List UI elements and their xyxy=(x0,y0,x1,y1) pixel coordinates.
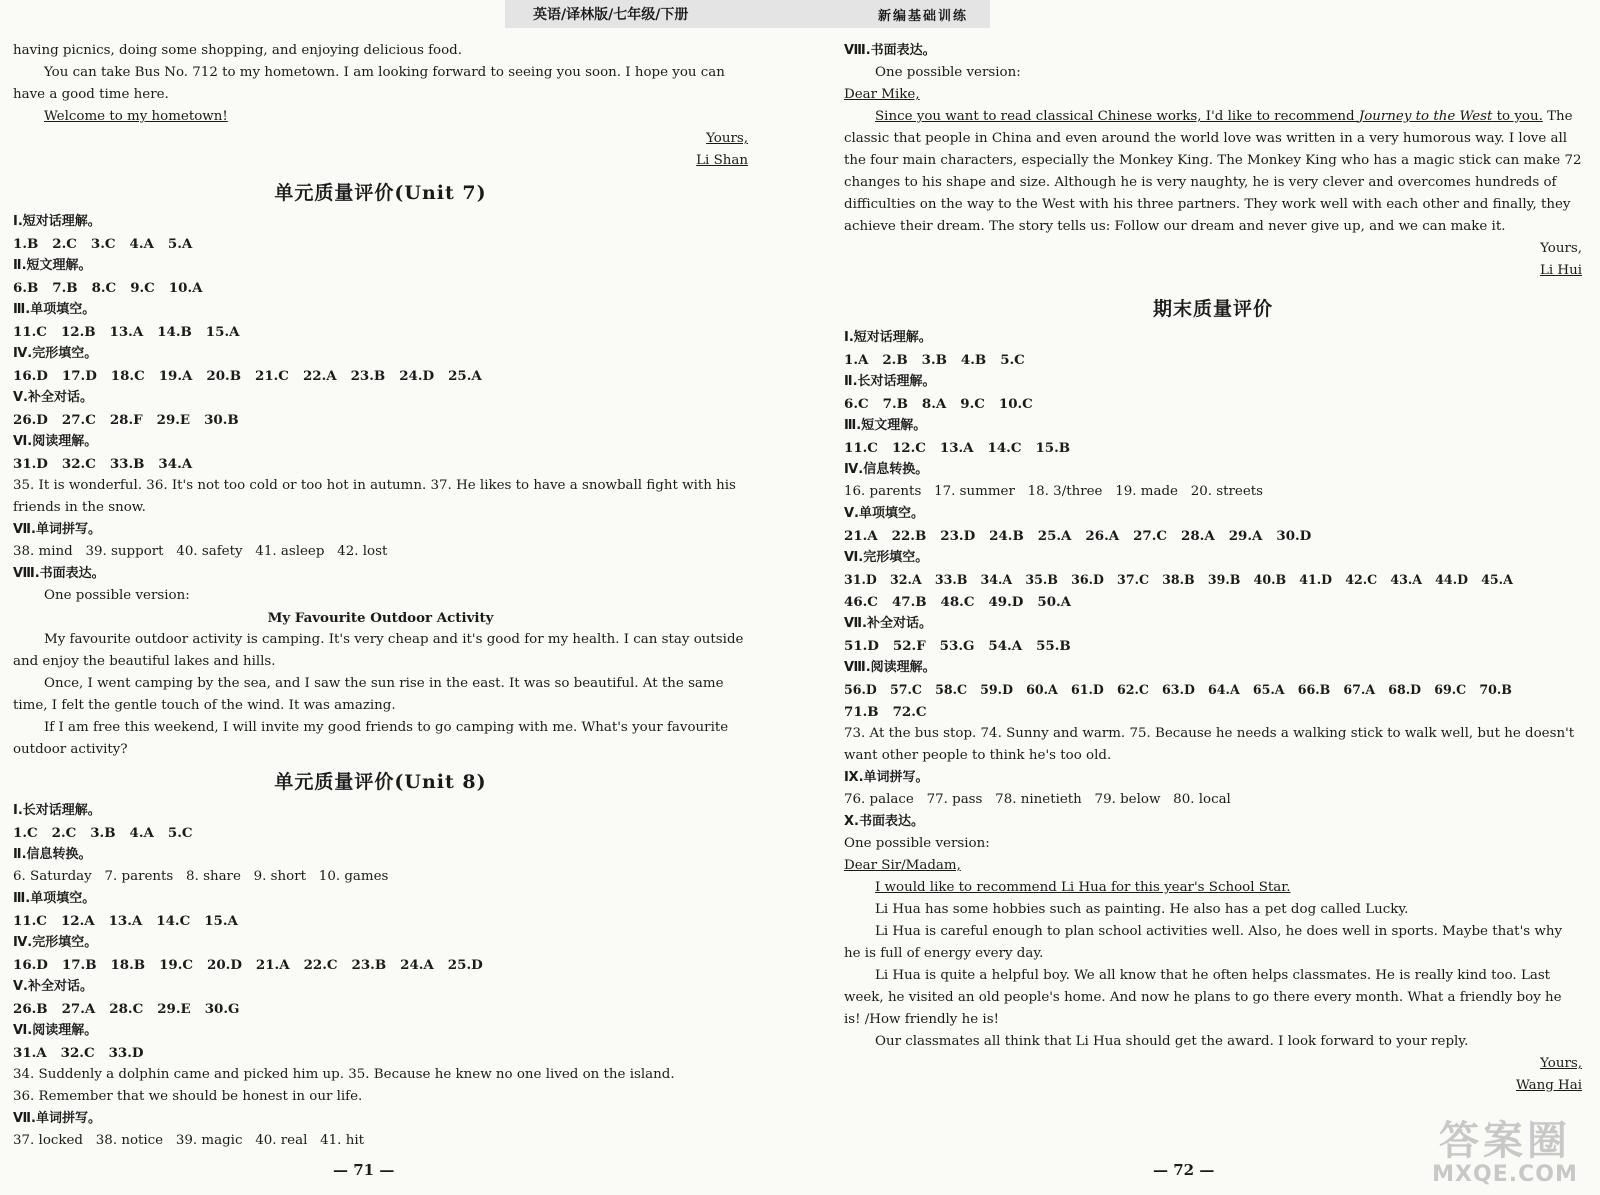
intro-para: You can take Bus No. 712 to my hometown. I am looking forward to seeing you soon. I hope you can have a good time here. xyxy=(13,65,725,102)
section-heading: Ⅵ.阅读理解。 xyxy=(13,1023,98,1038)
section-heading: Ⅵ.阅读理解。 xyxy=(13,434,98,449)
answer-line: 26.B 27.A 28.C 29.E 30.G xyxy=(13,1001,240,1017)
watermark-url: MXQE.COM xyxy=(1432,1162,1578,1187)
letter-greeting: Dear Sir/Madam, xyxy=(844,858,961,873)
answer-line: 76. palace 77. pass 78. ninetieth 79. below 80. local xyxy=(844,792,1231,807)
left-page xyxy=(13,40,748,1152)
letter-para: Our classmates all think that Li Hua should get the award. I look forward to your reply. xyxy=(875,1034,1469,1049)
section-heading: Ⅲ.单项填空。 xyxy=(13,891,96,906)
version-label: One possible version: xyxy=(44,588,190,603)
section-heading: Ⅱ.长对话理解。 xyxy=(844,374,936,389)
welcome-line: Welcome to my hometown! xyxy=(44,109,228,124)
letter-body xyxy=(844,106,1582,238)
section-heading: Ⅶ.单词拼写。 xyxy=(13,522,101,537)
section-heading: Ⅳ.完形填空。 xyxy=(13,935,98,950)
answer-line: 46.C 47.B 48.C 49.D 50.A xyxy=(844,594,1072,610)
section-heading: Ⅷ.书面表达。 xyxy=(844,43,936,58)
signature: Wang Hai xyxy=(1516,1078,1582,1093)
letter-text: The classic that people in China and even around the world love was written in a very humorous way. I love all the four main characters, especially the Monkey King. The Monkey King who has a magic stick can make 72 changes to his shape and size. Although he is very naughty, he is very clever and overcomes hundreds of difficulties on the way to the West with his three partners. They work well with each other and finally, they achieve their dream. The story tells us: Follow our dream and never give up, and we can make it. xyxy=(844,109,1582,234)
section-heading: Ⅴ.补全对话。 xyxy=(13,390,93,405)
page-header xyxy=(505,0,990,28)
section-heading: Ⅶ.单词拼写。 xyxy=(13,1111,101,1126)
answer-line: 11.C 12.A 13.A 14.C 15.A xyxy=(13,913,238,929)
answer-line: 31.D 32.A 33.B 34.A 35.B 36.D 37.C 38.B 39.B 40.B 41.D 42.C 43.A 44.D 45.A xyxy=(844,572,1513,587)
signature: Li Hui xyxy=(1539,263,1582,278)
answer-line: 21.A 22.B 23.D 24.B 25.A 26.A 27.C 28.A 29.A 30.D xyxy=(844,528,1312,544)
letter-para: I would like to recommend Li Hua for this year's School Star. xyxy=(875,880,1291,895)
section-heading: Ⅰ.短对话理解。 xyxy=(844,330,932,345)
letter-text: Since you want to read classical Chinese works, I'd like to recommend xyxy=(875,109,1359,124)
answer-line: 1.C 2.C 3.B 4.A 5.C xyxy=(13,825,193,841)
header-left: 英语/译林版/七年级/下册 xyxy=(533,7,689,23)
right-page xyxy=(844,40,1582,1097)
section-heading: Ⅳ.信息转换。 xyxy=(844,462,929,477)
section-heading: Ⅰ.长对话理解。 xyxy=(13,803,101,818)
page-number-right: — 72 — xyxy=(1153,1161,1215,1179)
answer-line: 26.D 27.C 28.F 29.E 30.B xyxy=(13,412,239,428)
signoff: Yours, xyxy=(1540,1056,1582,1071)
answer-line: 6.B 7.B 8.C 9.C 10.A xyxy=(13,280,203,296)
answer-text: 73. At the bus stop. 74. Sunny and warm. 75. Because he needs a walking stick to walk well, but he doesn't want other people to think he's too old. xyxy=(844,726,1575,763)
section-heading: Ⅷ.书面表达。 xyxy=(13,566,105,581)
book-title: Journey to the West xyxy=(1358,109,1493,124)
answer-line: 1.A 2.B 3.B 4.B 5.C xyxy=(844,352,1025,368)
section-heading: Ⅹ.书面表达。 xyxy=(844,814,924,829)
section-heading: Ⅳ.完形填空。 xyxy=(13,346,98,361)
essay-para: If I am free this weekend, I will invite my good friends to go camping with me. What's your favourite outdoor activity? xyxy=(13,720,729,757)
answer-line: 11.C 12.B 13.A 14.B 15.A xyxy=(13,324,240,340)
answer-line: 37. locked 38. notice 39. magic 40. real 41. hit xyxy=(13,1133,364,1148)
section-heading: Ⅵ.完形填空。 xyxy=(844,550,929,565)
header-right: 新编基础训练 xyxy=(877,8,968,24)
section-heading: Ⅱ.信息转换。 xyxy=(13,847,92,862)
section-heading: Ⅱ.短文理解。 xyxy=(13,258,92,273)
essay-para: My favourite outdoor activity is camping. It's very cheap and it's good for my health. I can stay outside and enjoy the beautiful lakes and hills. xyxy=(13,632,744,669)
answer-text: 34. Suddenly a dolphin came and picked him up. 35. Because he knew no one lived on the island. xyxy=(13,1067,675,1082)
essay-title: My Favourite Outdoor Activity xyxy=(267,610,494,626)
section-heading: Ⅸ.单词拼写。 xyxy=(844,770,929,785)
letter-para: Li Hua is quite a helpful boy. We all know that he often helps classmates. He is really kind too. Last week, he visited an old people's home. And now he plans to go there every month. What a friendly boy he is! /How friendly he is! xyxy=(844,968,1562,1027)
answer-line: 1.B 2.C 3.C 4.A 5.A xyxy=(13,236,193,252)
answer-line: 31.A 32.C 33.D xyxy=(13,1045,144,1061)
final-title: 期末质量评价 xyxy=(1152,298,1273,320)
signature: Li Shan xyxy=(696,153,748,168)
watermark xyxy=(1420,1118,1590,1188)
answer-line: 6. Saturday 7. parents 8. share 9. short 10. games xyxy=(13,869,389,884)
answer-text: 36. Remember that we should be honest in our life. xyxy=(13,1089,363,1104)
answer-line: 16. parents 17. summer 18. 3/three 19. made 20. streets xyxy=(844,484,1264,499)
section-heading: Ⅶ.补全对话。 xyxy=(844,616,932,631)
version-label: One possible version: xyxy=(844,836,990,851)
page-number-left: — 71 — xyxy=(333,1161,395,1179)
answer-line: 51.D 52.F 53.G 54.A 55.B xyxy=(844,638,1071,654)
answer-line: 31.D 32.C 33.B 34.A xyxy=(13,456,193,472)
unit7-title: 单元质量评价(Unit 7) xyxy=(274,182,487,204)
section-heading: Ⅲ.短文理解。 xyxy=(844,418,927,433)
section-heading: Ⅲ.单项填空。 xyxy=(13,302,96,317)
answer-line: 11.C 12.C 13.A 14.C 15.B xyxy=(844,440,1071,456)
section-heading: Ⅰ.短对话理解。 xyxy=(13,214,101,229)
intro-line: having picnics, doing some shopping, and enjoying delicious food. xyxy=(13,43,462,58)
answer-line: 38. mind 39. support 40. safety 41. asleep 42. lost xyxy=(13,544,388,559)
letter-para: Li Hua is careful enough to plan school activities well. Also, he does well in sports. Maybe that's why he is full of energy every day. xyxy=(844,924,1563,961)
answer-line: 16.D 17.B 18.B 19.C 20.D 21.A 22.C 23.B 24.A 25.D xyxy=(13,957,483,973)
answer-text: 35. It is wonderful. 36. It's not too cold or too hot in autumn. 37. He likes to have a snowball fight with his friends in the snow. xyxy=(13,478,736,515)
signoff: Yours, xyxy=(706,131,748,146)
letter-greeting: Dear Mike, xyxy=(844,87,920,102)
watermark-logo-text: 答案圈 xyxy=(1439,1118,1571,1164)
essay-para: Once, I went camping by the sea, and I saw the sun rise in the east. It was so beautiful. At the same time, I felt the gentle touch of the wind. It was amazing. xyxy=(13,676,724,713)
answer-line: 6.C 7.B 8.A 9.C 10.C xyxy=(844,396,1033,412)
signoff: Yours, xyxy=(1540,241,1582,256)
answer-line: 16.D 17.D 18.C 19.A 20.B 21.C 22.A 23.B 24.D 25.A xyxy=(13,368,482,384)
letter-para: Li Hua has some hobbies such as painting. He also has a pet dog called Lucky. xyxy=(875,902,1409,917)
unit8-title: 单元质量评价(Unit 8) xyxy=(274,771,487,793)
answer-line: 71.B 72.C xyxy=(844,704,927,720)
letter-text: to you. xyxy=(1492,109,1543,124)
section-heading: Ⅴ.补全对话。 xyxy=(13,979,93,994)
answer-line: 56.D 57.C 58.C 59.D 60.A 61.D 62.C 63.D 64.A 65.A 66.B 67.A 68.D 69.C 70.B xyxy=(844,682,1512,697)
version-label: One possible version: xyxy=(875,65,1021,80)
section-heading: Ⅴ.单项填空。 xyxy=(844,506,924,521)
section-heading: Ⅷ.阅读理解。 xyxy=(844,660,936,675)
